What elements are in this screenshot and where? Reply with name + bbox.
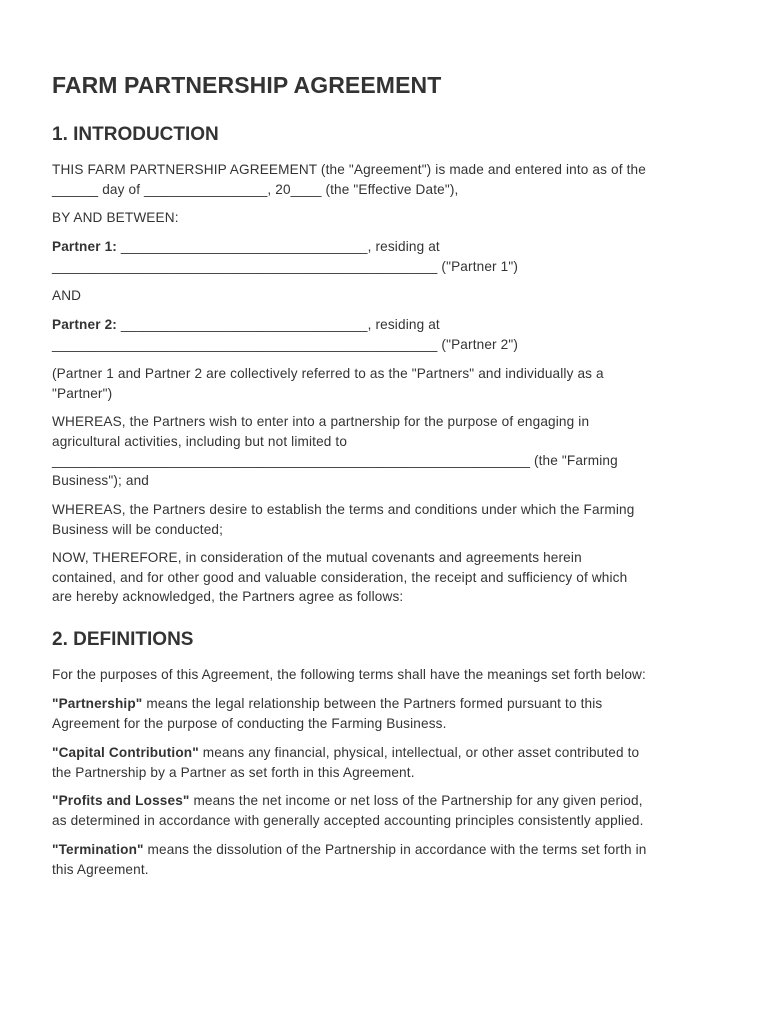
partner-2-address-blank: __________________________________________________ ("Partner 2")	[52, 336, 519, 352]
partner-2-label: Partner 2:	[52, 317, 117, 332]
now-therefore-paragraph	[52, 548, 724, 607]
whereas-1-line-4: Business"); and	[52, 472, 149, 488]
opening-paragraph	[52, 160, 724, 199]
now-therefore-line-2: contained, and for other good and valuable consideration, the receipt and sufficiency of which	[52, 569, 628, 585]
termination-def-line-2: this Agreement.	[52, 861, 149, 877]
partner-2-name-blank: ________________________________, residing at	[116, 317, 440, 332]
whereas-1-line-3: ______________________________________________________________ (the "Farming	[52, 453, 618, 469]
whereas-1-line-2: agricultural activities, including but not limited to	[52, 433, 348, 449]
opening-line-2: ______ day of ________________, 20____ (the "Effective Date"),	[52, 181, 459, 197]
whereas-2-line-1: WHEREAS, the Partners desire to establish the terms and conditions under which the Farming	[52, 502, 635, 517]
definition-partnership	[52, 694, 724, 733]
profits-losses-def-line-1: means the net income or net loss of the Partnership for any given period,	[189, 793, 643, 808]
section-heading-introduction: 1. INTRODUCTION	[52, 124, 219, 145]
collective-line-1: (Partner 1 and Partner 2 are collectively referred to as the "Partners" and individually as a	[52, 366, 604, 381]
definition-termination	[52, 840, 724, 879]
partner-2-block	[52, 315, 724, 354]
collective-line-2: "Partner")	[52, 385, 113, 401]
capital-contribution-def-line-1: means any financial, physical, intellectual, or other asset contributed to	[198, 745, 640, 760]
partnership-def-line-2: Agreement for the purpose of conducting the Farming Business.	[52, 715, 447, 731]
partner-1-label: Partner 1:	[52, 239, 117, 254]
partnership-def-line-1: means the legal relationship between the Partners formed pursuant to this	[142, 696, 603, 711]
partner-1-block	[52, 237, 724, 276]
opening-line-1: THIS FARM PARTNERSHIP AGREEMENT (the "Agreement") is made and entered into as of the	[52, 162, 646, 177]
term-partnership: "Partnership"	[52, 696, 143, 711]
partner-1-name-blank: ________________________________, residing at	[116, 239, 440, 254]
whereas-purpose-paragraph	[52, 412, 724, 490]
document-title: FARM PARTNERSHIP AGREEMENT	[52, 72, 442, 98]
term-termination: "Termination"	[52, 842, 144, 857]
and-separator: AND	[52, 288, 82, 303]
term-profits-losses: "Profits and Losses"	[52, 793, 190, 808]
definition-capital-contribution	[52, 743, 724, 782]
termination-def-line-1: means the dissolution of the Partnership in accordance with the terms set forth in	[143, 842, 647, 857]
partner-1-address-blank: __________________________________________________ ("Partner 1")	[52, 258, 519, 274]
section-heading-definitions: 2. DEFINITIONS	[52, 629, 194, 650]
now-therefore-line-1: NOW, THEREFORE, in consideration of the mutual covenants and agreements herein	[52, 550, 582, 565]
definition-profits-losses	[52, 791, 724, 830]
term-capital-contribution: "Capital Contribution"	[52, 745, 199, 760]
whereas-terms-paragraph	[52, 500, 724, 539]
collective-reference-paragraph	[52, 364, 724, 403]
by-and-between: BY AND BETWEEN:	[52, 210, 179, 225]
whereas-1-line-1: WHEREAS, the Partners wish to enter into a partnership for the purpose of engaging in	[52, 414, 590, 429]
profits-losses-def-line-2: as determined in accordance with generally accepted accounting principles consistently applied.	[52, 812, 644, 828]
capital-contribution-def-line-2: the Partnership by a Partner as set forth in this Agreement.	[52, 764, 415, 780]
whereas-2-line-2: Business will be conducted;	[52, 521, 224, 537]
now-therefore-line-3: are hereby acknowledged, the Partners agree as follows:	[52, 589, 404, 605]
definitions-intro: For the purposes of this Agreement, the following terms shall have the meanings set forth below:	[52, 667, 646, 682]
